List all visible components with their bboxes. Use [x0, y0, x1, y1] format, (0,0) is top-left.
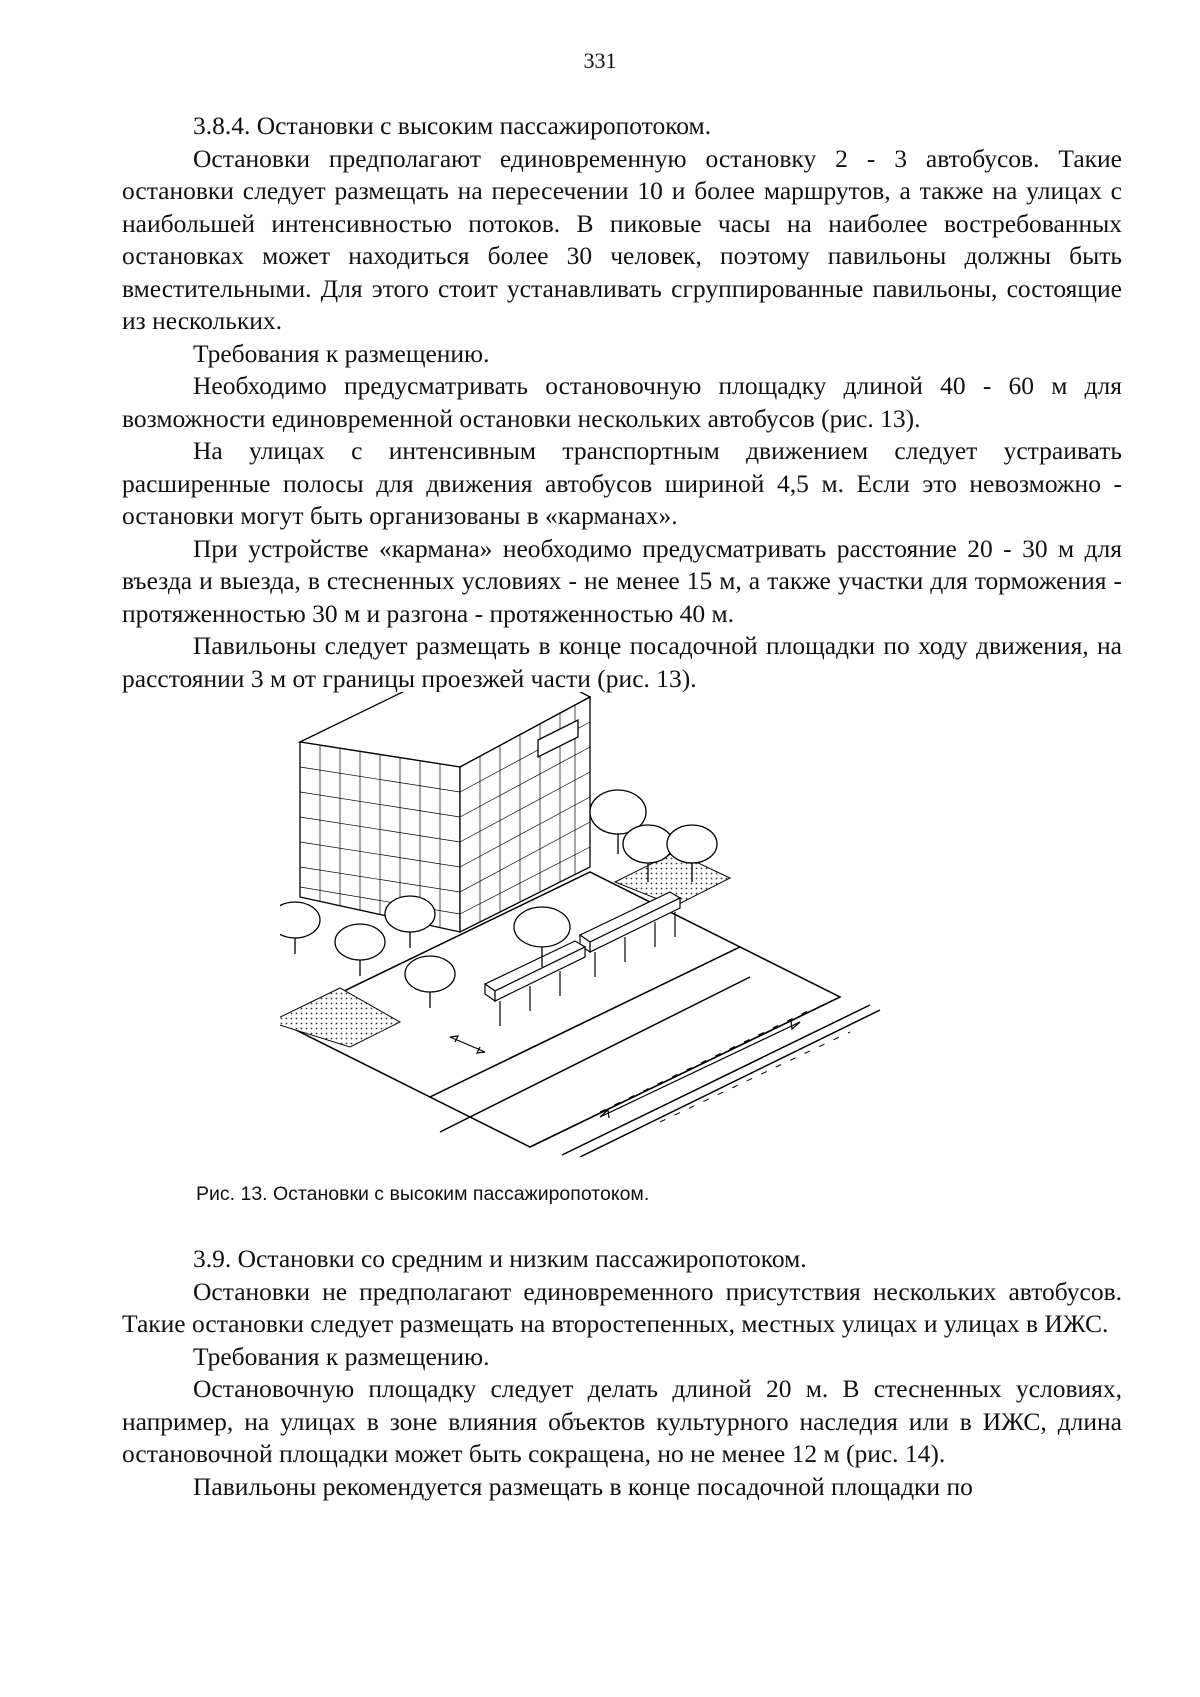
section-heading: 3.8.4. Остановки с высоким пассажиропотоком.: [193, 111, 712, 140]
paragraph: Остановки предполагают единовременную остановку 2 - 3 автобусов. Такие остановки следует размещать на пересечении 10 и более маршрутов, а также на улицах с наибольшей интенсивностью потоков. В пиковые часы на наиболее востребованных остановках может находиться более 30 человек, поэтому павильоны должны быть вместительными. Для этого стоит устанавливать сгруппированные павильоны, состоящие из нескольких.: [122, 143, 1122, 335]
bus-stop-illustration: [280, 692, 930, 1157]
paragraph: Павильоны следует размещать в конце посадочной площадки по ходу движения, на расстоянии 3 м от границы проезжей части (рис. 13).: [122, 631, 1122, 693]
section-3-9: [122, 1243, 1122, 1503]
paragraph: При устройстве «кармана» необходимо предусматривать расстояние 20 - 30 м для въезда и выезда, в стесненных условиях - не менее 15 м, а также участки для торможения - протяженностью 30 м и разгона - протяженностью 40 м.: [122, 533, 1122, 628]
paragraph: Требования к размещению.: [193, 1341, 490, 1371]
figure-caption: Рис. 13. Остановки с высоким пассажиропотоком.: [196, 1183, 650, 1205]
paragraph: Требования к размещению.: [193, 338, 490, 368]
page-number: 331: [583, 48, 617, 73]
paragraph: На улицах с интенсивным транспортным движением следует устраивать расширенные полосы для движения автобусов шириной 4,5 м. Если это невозможно - остановки могут быть организованы в «карманах».: [122, 436, 1122, 530]
section-3-8-4: [122, 110, 1122, 695]
paragraph: Необходимо предусматривать остановочную площадку длиной 40 - 60 м для возможности единовременной остановки нескольких автобусов (рис. 13).: [122, 371, 1122, 433]
paragraph: Павильоны рекомендуется размещать в конце посадочной площадки по: [193, 1471, 973, 1501]
paragraph: Остановочную площадку следует делать длиной 20 м. В стесненных условиях, например, на улицах в зоне влияния объектов культурного наследия или в ИЖС, длина остановочной площадки может быть сокращена, но не менее 12 м (рис. 14).: [122, 1374, 1122, 1468]
paragraph: Остановки не предполагают единовременного присутствия нескольких автобусов. Такие остановки следует размещать на второстепенных, местных улицах и улицах в ИЖС.: [122, 1276, 1122, 1338]
section-heading: 3.9. Остановки со средним и низким пассажиропотоком.: [193, 1244, 807, 1273]
